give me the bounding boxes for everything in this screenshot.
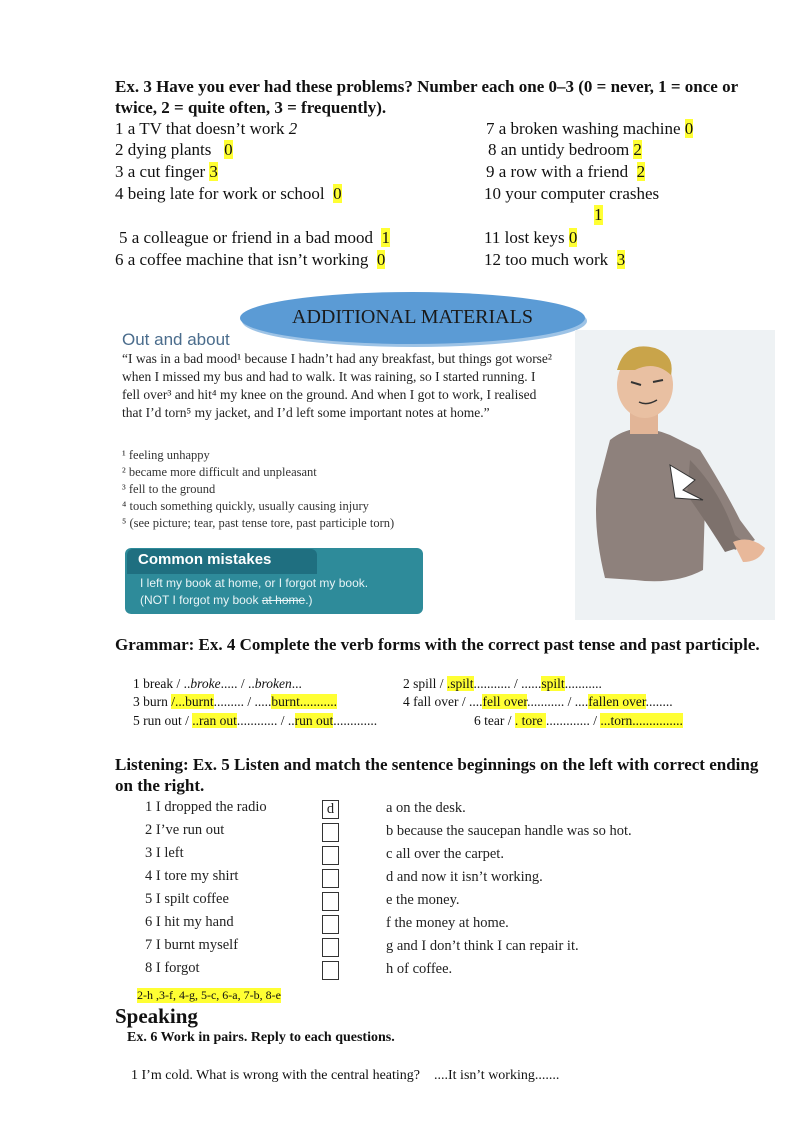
ex3-item-3: 3 a cut finger 3	[115, 162, 218, 181]
answer-box-3[interactable]	[322, 846, 339, 865]
beginning-4: 4 I tore my shirt	[145, 868, 239, 884]
common-mistakes-line-1: I left my book at home, or I forgot my book.	[140, 576, 369, 590]
additional-materials-banner: ADDITIONAL MATERIALS	[292, 306, 533, 328]
beginning-2: 2 I’ve run out	[145, 822, 225, 838]
grammar-item-2: 2 spill / .spilt........... / ......spilt...........	[403, 676, 602, 691]
story-quote: “I was in a bad mood¹ because I hadn’t had any breakfast, but things got worse² when I missed my bus and had to walk. It was raining, so I started running. I fell over³ and hit⁴ my knee on the ground. And when I got to work, I realised that I’d torn⁵ my jacket, and I’d left some important notes at home.”	[122, 351, 552, 420]
footnote-2: ² became more difficult and unpleasant	[122, 465, 317, 479]
footnote-1: ¹ feeling unhappy	[122, 448, 210, 462]
ex3-item-5: 5 a colleague or friend in a bad mood 1	[119, 228, 390, 247]
ex3-item-10-answer: 1	[594, 205, 603, 224]
ex3-item-8: 8 an untidy bedroom 2	[488, 140, 642, 159]
listening-answer-key: 2-h ,3-f, 4-g, 5-c, 6-a, 7-b, 8-e	[137, 988, 281, 1002]
listening-title: Listening: Ex. 5 Listen and match the sentence beginnings on the left with correct ending on the right.	[115, 755, 759, 795]
footnote-5: ⁵ (see picture; tear, past tense tore, past participle torn)	[122, 516, 395, 530]
beginning-8: 8 I forgot	[145, 960, 200, 976]
grammar-item-6: 6 tear / . tore ............. / ...torn...............	[474, 713, 683, 728]
speaking-answer-1: ....It isn’t working.......	[434, 1068, 560, 1083]
grammar-title: Grammar: Ex. 4 Complete the verb forms with the correct past tense and past participle.	[115, 635, 760, 654]
ending-c: c all over the carpet.	[386, 846, 504, 862]
speaking-question-1: 1 I’m cold. What is wrong with the central heating? ....It isn’t working.......	[131, 1068, 560, 1083]
beginning-5: 5 I spilt coffee	[145, 891, 229, 907]
answer-box-6[interactable]	[322, 915, 339, 934]
footnote-3: ³ fell to the ground	[122, 482, 216, 496]
common-mistakes-line-2: (NOT I forgot my book at home.)	[140, 593, 313, 607]
ex3-item-6: 6 a coffee machine that isn’t working 0	[115, 250, 386, 269]
ex3-item-7: 7 a broken washing machine 0	[486, 119, 694, 138]
ending-b: b because the saucepan handle was so hot.	[386, 823, 632, 839]
ending-a: a on the desk.	[386, 800, 466, 816]
speaking-title: Speaking	[115, 1004, 198, 1028]
answer-box-5[interactable]	[322, 892, 339, 911]
ex3-title: Ex. 3 Have you ever had these problems? Number each one 0–3 (0 = never, 1 = once or twice, 2 = quite often, 3 = frequently).	[115, 77, 738, 117]
grammar-item-4: 4 fall over / ....fell over........... / ....fallen over........	[403, 694, 673, 709]
answer-box-4[interactable]	[322, 869, 339, 888]
grammar-item-5: 5 run out / ..ran out............ / ..run out.............	[133, 713, 378, 728]
speaking-task: Ex. 6 Work in pairs. Reply to each questions.	[127, 1030, 395, 1045]
beginning-7: 7 I burnt myself	[145, 937, 239, 953]
ending-f: f the money at home.	[386, 915, 509, 931]
answer-box-1[interactable]: d	[322, 800, 339, 819]
common-mistakes-title: Common mistakes	[138, 551, 272, 568]
torn-jacket-man-illustration	[575, 330, 775, 620]
beginning-1: 1 I dropped the radio	[145, 799, 267, 815]
answer-box-2[interactable]	[322, 823, 339, 842]
ending-h: h of coffee.	[386, 961, 453, 977]
ending-g: g and I don’t think I can repair it.	[386, 938, 579, 954]
ex3-item-9: 9 a row with a friend 2	[486, 162, 646, 181]
beginning-3: 3 I left	[145, 845, 184, 861]
ex3-item-2: 2 dying plants 0	[115, 140, 233, 159]
ex3-item-1: 1 a TV that doesn’t work 2	[115, 119, 298, 138]
footnote-4: ⁴ touch something quickly, usually causing injury	[122, 499, 369, 513]
ex3-item-12: 12 too much work 3	[484, 250, 626, 269]
beginning-6: 6 I hit my hand	[145, 914, 234, 930]
answer-box-8[interactable]	[322, 961, 339, 980]
ending-d: d and now it isn’t working.	[386, 869, 543, 885]
out-and-about-title: Out and about	[122, 330, 230, 349]
ex3-item-10: 10 your computer crashes	[484, 184, 660, 203]
ending-e: e the money.	[386, 892, 460, 908]
answer-box-7[interactable]	[322, 938, 339, 957]
ex3-item-4: 4 being late for work or school 0	[115, 184, 342, 203]
ex3-item-11: 11 lost keys 0	[484, 228, 578, 247]
grammar-item-3: 3 burn /...burnt......... / .....burnt...........	[133, 694, 338, 709]
grammar-item-1: 1 break / ..broke..... / ..broken...	[133, 676, 302, 691]
